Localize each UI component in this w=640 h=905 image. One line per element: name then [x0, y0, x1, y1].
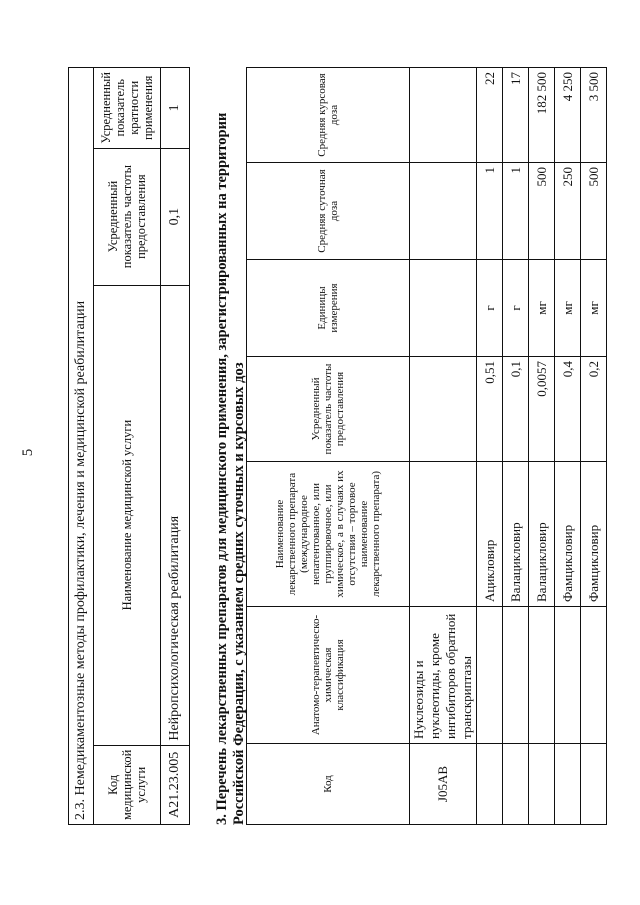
- atc-code: J05AB: [410, 744, 477, 825]
- service-name: Нейропсихологическая реабилитация: [161, 285, 190, 745]
- drug-course-dose: 182 500: [529, 68, 555, 163]
- header-atc: Анатомо-терапевтическо-химическая классификация: [247, 607, 410, 744]
- drug-daily-dose: 500: [529, 163, 555, 260]
- drug-course-dose: 17: [503, 68, 529, 163]
- header-course-dose: Средняя курсовая доза: [247, 68, 410, 163]
- drug-frequency: 0,4: [555, 357, 581, 462]
- section-3-heading: 3. Перечень лекарственных препаратов для медицинского применения, зарегистрированных на территории Российской Федерации, с указанием средних суточных и курсовых доз: [214, 112, 247, 825]
- table-row: [410, 68, 477, 825]
- header-unit: Единицы измерения: [247, 260, 410, 357]
- header-frequency: Усредненный показатель частоты предоставления: [247, 357, 410, 462]
- drug-course-dose: 22: [477, 68, 503, 163]
- drug-name: Фамцикловир: [581, 462, 607, 607]
- drug-unit: мг: [555, 260, 581, 357]
- page-number: 5: [20, 448, 36, 457]
- drug-frequency: 0,1: [503, 357, 529, 462]
- table-row: [555, 68, 581, 825]
- drug-name: Ацикловир: [477, 462, 503, 607]
- drug-daily-dose: 1: [503, 163, 529, 260]
- header-drug-name: Наименование лекарственного препарата (международное непатентованное, или группировочное, или химическое, а в случаях их отсутствия – торговое наименование лекарственного препарата): [247, 462, 410, 607]
- service-frequency: 0,1: [161, 148, 190, 285]
- drug-frequency: 0,2: [581, 357, 607, 462]
- drug-course-dose: 3 500: [581, 68, 607, 163]
- header-service-name: Наименование медицинской услуги: [94, 285, 161, 745]
- drug-name: Валацикловир: [503, 462, 529, 607]
- drug-name: Фамцикловир: [555, 462, 581, 607]
- atc-group: Нуклеозиды и нуклеотиды, кроме ингибиторов обратной транскриптазы: [410, 607, 477, 744]
- service-multiplicity: 1: [161, 68, 190, 149]
- drug-course-dose: 4 250: [555, 68, 581, 163]
- drug-daily-dose: 250: [555, 163, 581, 260]
- drug-frequency: 0,0057: [529, 357, 555, 462]
- service-code: A21.23.005: [161, 745, 190, 824]
- drug-unit: мг: [581, 260, 607, 357]
- rehab-services-table: [68, 67, 190, 825]
- drug-unit: мг: [529, 260, 555, 357]
- drug-unit: г: [503, 260, 529, 357]
- table-row: [161, 68, 190, 825]
- table-row: [503, 68, 529, 825]
- table-row: [581, 68, 607, 825]
- drug-frequency: 0,51: [477, 357, 503, 462]
- table-row: [529, 68, 555, 825]
- drug-daily-dose: 1: [477, 163, 503, 260]
- section-2-3-title: 2.3. Немедикаментозные методы профилактики, лечения и медицинской реабилитации: [69, 68, 94, 825]
- header-service-code: Код медицинской услуги: [94, 745, 161, 824]
- drug-name: Валацикловир: [529, 462, 555, 607]
- drug-unit: г: [477, 260, 503, 357]
- table-row: [477, 68, 503, 825]
- header-multiplicity: Усредненный показатель кратности применения: [94, 68, 161, 149]
- header-code: Код: [247, 744, 410, 825]
- drug-daily-dose: 500: [581, 163, 607, 260]
- header-daily-dose: Средняя суточная доза: [247, 163, 410, 260]
- header-frequency: Усредненный показатель частоты предоставления: [94, 148, 161, 285]
- drugs-table: [246, 67, 607, 825]
